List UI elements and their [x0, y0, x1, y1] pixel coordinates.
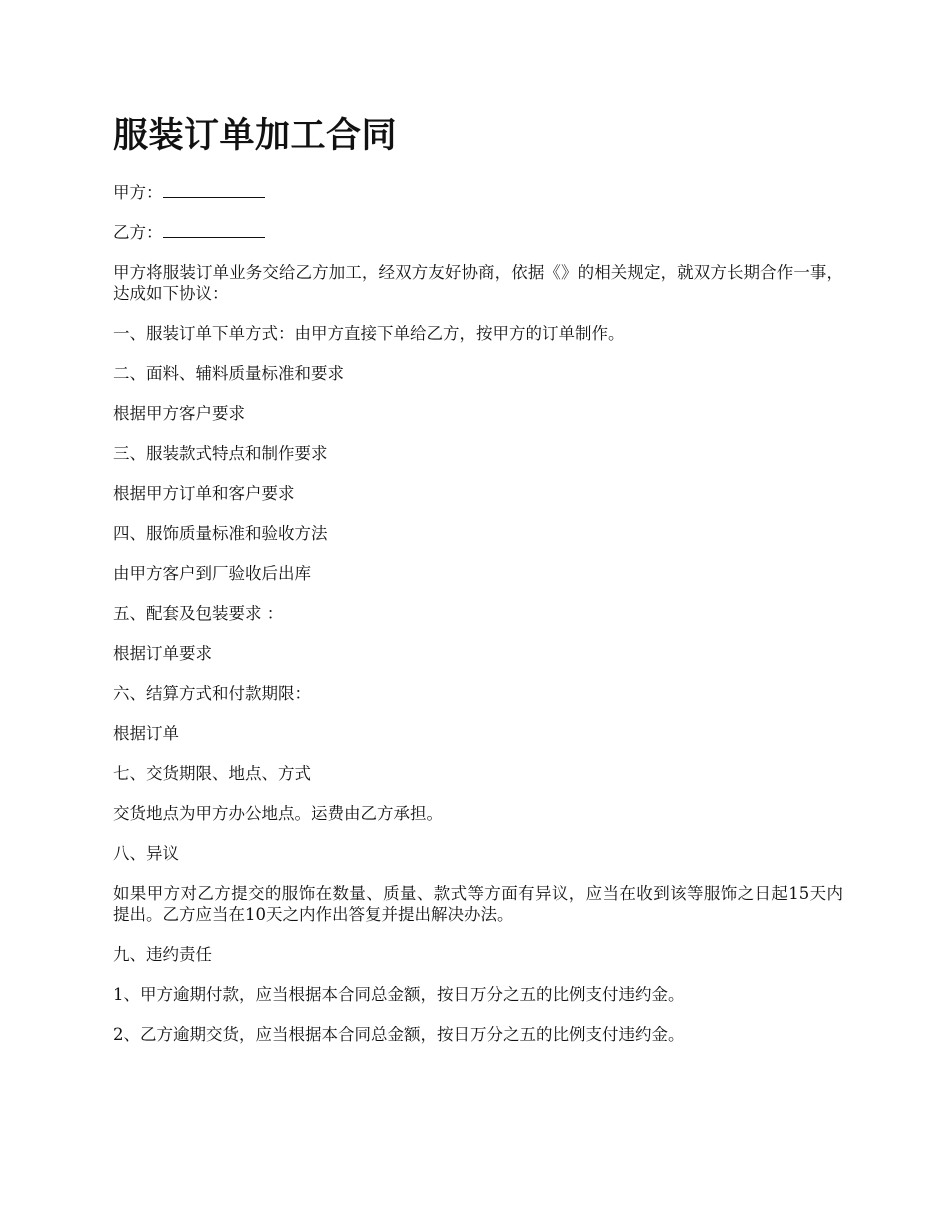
- document-page: [113, 112, 843, 1064]
- party-b-label: 乙方：: [113, 223, 163, 242]
- clause-2-body: 根据甲方客户要求: [113, 404, 245, 423]
- clause-9-item-1: 1、甲方逾期付款，应当根据本合同总金额，按日万分之五的比例支付违约金。: [113, 985, 685, 1004]
- clause-7-heading: 七、交货期限、地点、方式: [113, 764, 311, 783]
- clause-2-heading: 二、面料、辅料质量标准和要求: [113, 364, 344, 383]
- party-a-blank: [163, 183, 265, 198]
- clause-8-heading: 八、异议: [113, 844, 179, 863]
- party-b-line: [113, 222, 843, 243]
- clause-4-body: 由甲方客户到厂验收后出库: [113, 564, 311, 583]
- clause-5-heading: 五、配套及包装要求 ：: [113, 604, 284, 623]
- party-a-line: [113, 182, 843, 203]
- party-b-blank: [163, 223, 265, 238]
- clause-4-heading: 四、服饰质量标准和验收方法: [113, 524, 328, 543]
- clause-1-heading: 一、服装订单下单方式：由甲方直接下单给乙方，按甲方的订单制作。: [113, 324, 625, 343]
- clause-6-body: 根据订单: [113, 724, 179, 743]
- clause-7-body: 交货地点为甲方办公地点。运费由乙方承担。: [113, 804, 443, 823]
- clause-9-heading: 九、违约责任: [113, 945, 212, 964]
- clause-5-body: 根据订单要求: [113, 644, 212, 663]
- document-title: 服装订单加工合同: [113, 115, 398, 156]
- clause-3-heading: 三、服装款式特点和制作要求: [113, 444, 328, 463]
- clause-9-item-2: 2、乙方逾期交货，应当根据本合同总金额，按日万分之五的比例支付违约金。: [113, 1025, 685, 1044]
- clause-8-body: 如果甲方对乙方提交的服饰在数量、质量、款式等方面有异议，应当在收到该等服饰之日起15天内提出。乙方应当在10天之内作出答复并提出解决办法。: [113, 884, 843, 924]
- clause-6-heading: 六、结算方式和付款期限：: [113, 684, 311, 703]
- clause-3-body: 根据甲方订单和客户要求: [113, 484, 295, 503]
- intro-paragraph: 甲方将服装订单业务交给乙方加工，经双方友好协商，依据《》的相关规定，就双方长期合作一事，达成如下协议：: [113, 263, 843, 303]
- party-a-label: 甲方：: [113, 183, 163, 202]
